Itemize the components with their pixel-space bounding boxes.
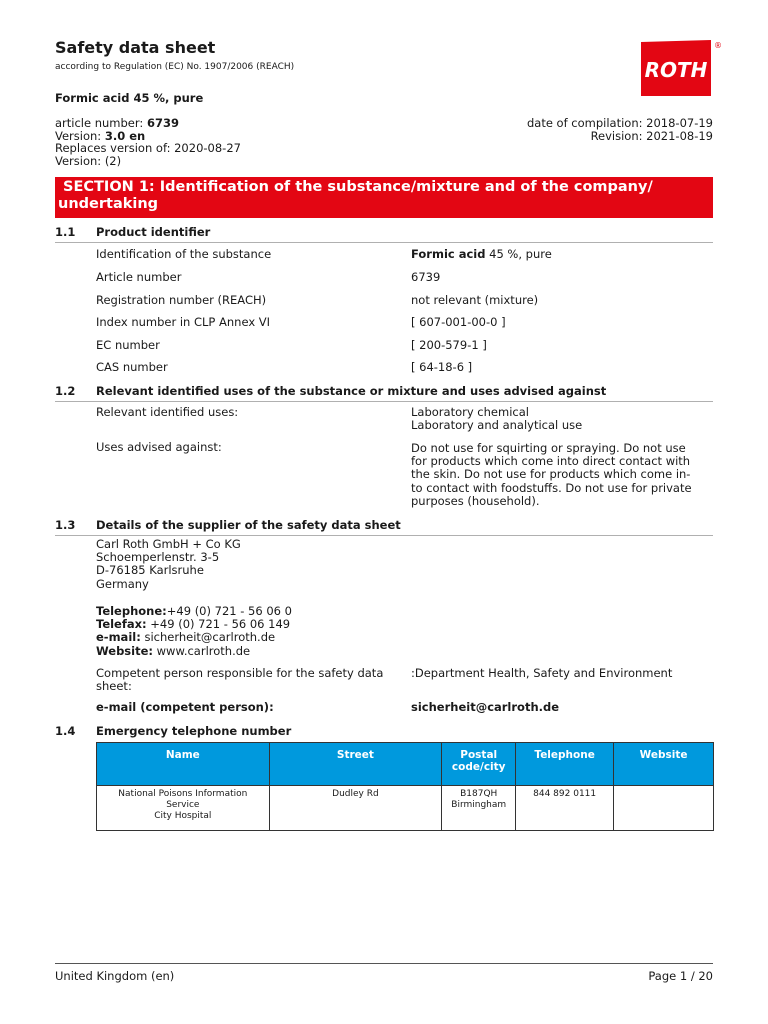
identification-value: Formic acid 45 %, pure xyxy=(411,247,552,261)
telefax-line: Telefax: +49 (0) 721 - 56 06 149 xyxy=(96,617,291,632)
cell-telephone: 844 892 0111 xyxy=(516,786,614,831)
registration-number-value: not relevant (mixture) xyxy=(411,293,539,307)
subsection-1-4-title: Emergency telephone number xyxy=(96,724,292,738)
divider xyxy=(55,535,713,536)
identification-label: Identification of the substance xyxy=(96,247,272,261)
telefax-number: +49 (0) 721 - 56 06 149 xyxy=(146,617,291,632)
identified-uses-value: Laboratory chemical Laboratory and analytical use xyxy=(411,405,583,433)
footer-page-number: Page 1 / 20 xyxy=(648,969,713,983)
website-line: Website: www.carlroth.de xyxy=(96,643,251,658)
email-line: e-mail: sicherheit@carlroth.de xyxy=(96,630,276,645)
subsection-1-2-title: Relevant identified uses of the substance or mixture and uses advised against xyxy=(96,384,607,398)
subsection-1-4-number: 1.4 xyxy=(55,724,76,738)
column-header-website: Website xyxy=(614,743,714,786)
index-number-value: [ 607-001-00-0 ] xyxy=(411,315,506,329)
cas-number-value: [ 64-18-6 ] xyxy=(411,360,473,374)
article-number-label: Article number xyxy=(96,270,182,284)
section-1-header: SECTION 1: Identification of the substance/mixture and of the company/ undertaking xyxy=(55,177,713,218)
email-address[interactable]: sicherheit@carlroth.de xyxy=(140,630,276,645)
emergency-contacts-table xyxy=(96,742,714,831)
logo-registered-mark: ® xyxy=(714,41,722,50)
cell-name: National Poisons Information Service City Hospital xyxy=(97,786,270,831)
divider xyxy=(55,242,713,243)
roth-logo xyxy=(641,40,721,100)
competent-person-label: Competent person responsible for the safety data sheet: xyxy=(96,666,384,694)
footer-divider xyxy=(55,963,713,964)
ec-number-value: [ 200-579-1 ] xyxy=(411,338,487,352)
roth-logo-icon xyxy=(641,40,721,100)
date-of-compilation: date of compilation: 2018-07-19 xyxy=(526,116,713,130)
table-header-row xyxy=(97,743,714,786)
document-subtitle: according to Regulation (EC) No. 1907/2006 (REACH) xyxy=(55,62,295,72)
footer-locale: United Kingdom (en) xyxy=(55,969,175,983)
identified-uses-label: Relevant identified uses: xyxy=(96,405,239,419)
column-header-telephone: Telephone xyxy=(516,743,614,786)
replaces-version: Replaces version of: 2020-08-27 xyxy=(55,141,241,155)
subsection-1-3-number: 1.3 xyxy=(55,518,76,532)
index-number-label: Index number in CLP Annex VI xyxy=(96,315,271,329)
registration-number-label: Registration number (REACH) xyxy=(96,293,267,307)
supplier-contact xyxy=(96,605,292,658)
uses-advised-against-label: Uses advised against: xyxy=(96,440,222,454)
column-header-name: Name xyxy=(97,743,270,786)
ec-number-label: EC number xyxy=(96,338,160,352)
subsection-1-1-title: Product identifier xyxy=(96,225,211,239)
logo-text: ROTH xyxy=(644,58,708,82)
column-header-postal: Postal code/city xyxy=(442,743,516,786)
cell-street: Dudley Rd xyxy=(269,786,442,831)
meta-left xyxy=(55,117,241,167)
article-number-value: 6739 xyxy=(411,270,441,284)
version-paren: Version: (2) xyxy=(55,153,122,168)
version-line: Version: 3.0 en xyxy=(55,128,146,143)
divider xyxy=(55,401,713,402)
subsection-1-2-number: 1.2 xyxy=(55,384,76,398)
competent-email-label: e-mail (competent person): xyxy=(96,700,274,714)
cell-website xyxy=(614,786,714,831)
article-number: 6739 xyxy=(146,116,179,130)
website-link[interactable]: www.carlroth.de xyxy=(153,643,251,658)
article-number-line: article number: 6739 xyxy=(55,116,179,130)
competent-email-value[interactable]: sicherheit@carlroth.de xyxy=(411,700,560,714)
telephone-number: +49 (0) 721 - 56 06 0 xyxy=(166,604,292,618)
cas-number-label: CAS number xyxy=(96,360,168,374)
subsection-1-3-title: Details of the supplier of the safety data sheet xyxy=(96,518,401,532)
meta-right xyxy=(527,117,713,142)
table-row xyxy=(97,786,714,831)
uses-advised-against-value: Do not use for squirting or spraying. Do not use for products which come into direct contact with the skin. Do not use for products which come in- to contact with foodstuffs. Do not use for private purposes (household). xyxy=(411,441,692,508)
product-name: Formic acid 45 %, pure xyxy=(55,91,204,105)
competent-person-value: :Department Health, Safety and Environment xyxy=(411,666,673,680)
subsection-1-1-number: 1.1 xyxy=(55,225,76,239)
revision-date: Revision: 2021-08-19 xyxy=(590,128,713,143)
cell-postal: B187QH Birmingham xyxy=(442,786,516,831)
supplier-address: Carl Roth GmbH + Co KG Schoemperlenstr. 3-5 D-76185 Karlsruhe Germany xyxy=(96,537,241,591)
column-header-street: Street xyxy=(269,743,442,786)
document-title: Safety data sheet xyxy=(55,38,216,57)
version-number: 3.0 en xyxy=(104,128,146,143)
telephone-line: Telephone:+49 (0) 721 - 56 06 0 xyxy=(96,604,292,618)
